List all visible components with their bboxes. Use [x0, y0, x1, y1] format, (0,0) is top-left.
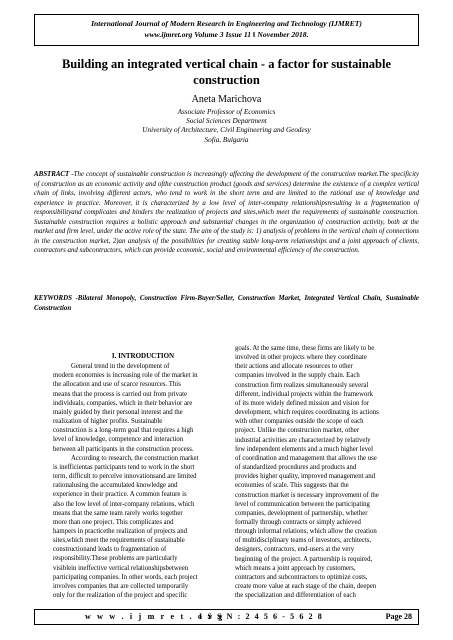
body-text-line: modern economies is increasing role of the market in [53, 372, 198, 380]
abstract-text: The concept of sustainable construction is increasingly affecting the development of the construction market.The specificity of construction as an economic activity and ofthe construction product (goods and services) determine the existence of a complex vertical chain of links, involving different actors, who tend to work in the short term and are limited to the rational use of knowledge and experience in practice. Moreover, it is characterized by a low level of inter-company relationshipsresulting in a fragmentation of responsibilityand complicates and hinders the realization of projects and sites,which meet the requirements of sustainable construction. Sustainable construction requires a holistic approach and substantial changes in the organization of construction activity, both at the market and firm level, under the active role of the state. The aim of the study is: 1) analysis of problems in the vertical chain of connections in the construction market, 2)an analysis of the possibilities for creating stable long-term relationships and a joint approach of clients, contractors and subcontractors, which can provide economic, social and environmental efficiency of the construction. [34, 171, 420, 254]
body-text-line: project. Unlike the construction market, other [235, 427, 360, 435]
body-text-line: their actions and allocate resources to other [235, 363, 353, 371]
affiliation-position: Associate Professor of Economics [177, 108, 276, 116]
body-text-line: few independent elements and a much higher level [235, 445, 373, 453]
body-text-line: industrial activities are characterized by relatively [235, 436, 371, 444]
body-text-line: means that the process is carried out from private [53, 390, 188, 398]
left-column-text [53, 362, 233, 600]
body-text-line: different, individual projects within the framework [235, 390, 374, 398]
body-text-line: construction market is necessary improvement of the [235, 491, 379, 499]
footer-issn: I S S N : 2 4 5 6 - 5 6 2 8 [199, 612, 324, 621]
keywords-label: KEYWORDS - [34, 295, 78, 302]
body-text-line: construction is a long-term goal that requires a high [53, 427, 194, 435]
body-text-line: formally through contracts or simply achieved [235, 518, 361, 526]
body-text-line: rationalusing the accumulated knowledge and [53, 482, 178, 490]
footer-page-number: Page 28 [385, 612, 412, 621]
paper-title [40, 56, 413, 88]
body-text-line: beginning of the project. A partnership is required, [235, 555, 373, 563]
body-text-line: create more value at each stage of the chain, deepen [235, 583, 377, 591]
body-text-line: responsibility.These problems are particularly [53, 555, 178, 563]
body-text-line: of its more widely defined mission and vision for [235, 399, 370, 407]
body-text-line: involves companies that are collected temporarily [53, 582, 189, 590]
body-text-line: level of communication between the participating [235, 500, 370, 508]
body-text-line: also the low level of inter-company relations, which [53, 500, 195, 508]
body-text-line: designers, contractors, end-users at the very [235, 546, 355, 554]
body-text-line: sites,which meet the requirements of sustainable [53, 537, 185, 545]
journal-name: International Journal of Modern Research in Engineering and Technology (IJMRET) [91, 19, 362, 28]
page-footer [34, 609, 419, 625]
journal-header [34, 14, 419, 46]
title-line-2: construction [193, 73, 260, 87]
body-text-line: mainly guided by their personal interest and the [53, 408, 183, 416]
body-text-line: provides higher quality, improved management and [235, 473, 375, 481]
body-text-line: development, which requires coordinating its actions [235, 409, 379, 417]
body-text-line: the allocation and use of scarce resources. This [53, 381, 181, 389]
keywords [34, 294, 419, 313]
body-text-line: which means a joint approach by customers, [235, 564, 356, 572]
body-text-line: involved in other projects where they coordinate [235, 354, 367, 362]
body-text-line: between all participants in the construction process. [53, 445, 194, 453]
title-line-1: Building an integrated vertical chain - a factor for sustainable [61, 57, 392, 71]
body-text-line: of coordination and management that allows the use [235, 454, 377, 462]
author-affiliation [40, 108, 413, 145]
affiliation-department: Social Sciences Department [186, 117, 267, 126]
body-text-line: economies of scale. This suggests that the [235, 482, 349, 490]
abstract-label: ABSTRACT - [34, 171, 74, 178]
body-text-line: more than one project. This complicates and [53, 518, 174, 526]
body-text-line: only for the realization of the project and specific [53, 592, 188, 600]
section-heading: I. INTRODUCTION [111, 352, 175, 360]
keywords-text: Bilateral Monopoly, Construction Firm-Buyer/Seller, Construction Market, Integrated Vertical Chain, Sustainable Construction [34, 295, 419, 312]
author-name: Aneta Marichova [191, 94, 262, 105]
body-text-line: through informal relations, which allow the creation [235, 528, 377, 536]
body-text-line: contractors and subcontractors to optimize costs, [235, 573, 368, 581]
body-text-line: hampers in practicethe realization of projects and [53, 527, 187, 535]
body-text-line: construction firm realizes simultaneously several [235, 381, 369, 389]
affiliation-university: University of Architecture, Civil Engineering and Geodesy [142, 126, 311, 135]
body-text-line: means that the same team rarely works together [53, 509, 183, 517]
body-text-line: of multidisciplinary teams of investors, architects, [235, 537, 372, 545]
body-text-line: level of knowledge, competence and interaction [53, 436, 184, 444]
column-right [235, 344, 415, 600]
body-text-line: General trend in the development of [71, 363, 170, 371]
abstract [34, 170, 419, 256]
body-text-line: participating companies. In other words, each project [53, 573, 198, 581]
footer-website: w w w . i j m r e t . o r g [85, 612, 225, 621]
body-text-line: term, difficult to perceive innovationsand are limited [53, 473, 197, 481]
right-column-text [235, 344, 415, 600]
affiliation-city: Sofia, Bulgaria [204, 135, 249, 144]
journal-issue: www.ijmret.org Volume 3 Issue 11 ǁ November 2018. [144, 30, 309, 39]
body-text-line: of standardized procedures and products and [235, 464, 357, 472]
body-text-line: constructionand leads to fragmentation of [53, 546, 167, 554]
column-left [53, 344, 233, 600]
body-text-line: the specialization and differentiation of each [235, 592, 356, 600]
body-text-line: is inefficientas participants tend to work in the short [53, 463, 195, 471]
body-text-line: According to research, the construction market [71, 454, 199, 462]
body-text-line: companies, development of partnership, whether [235, 509, 368, 517]
body-text-line: individuals, companies, which in their behavior are [53, 399, 193, 407]
body-text-line: visiblein ineffective vertical relationshipsbetween [53, 564, 189, 572]
body-text-line: realization of higher profits. Sustainable [53, 418, 163, 426]
body-text-line: goals. At the same time, these firms are likely to be [235, 345, 375, 352]
body-text-line: experience in their practice. A common feature is [53, 491, 187, 499]
body-text-line: with other companies outside the scope of each [235, 418, 364, 426]
body-text-line: companies involved in the supply chain. Each [235, 372, 360, 380]
